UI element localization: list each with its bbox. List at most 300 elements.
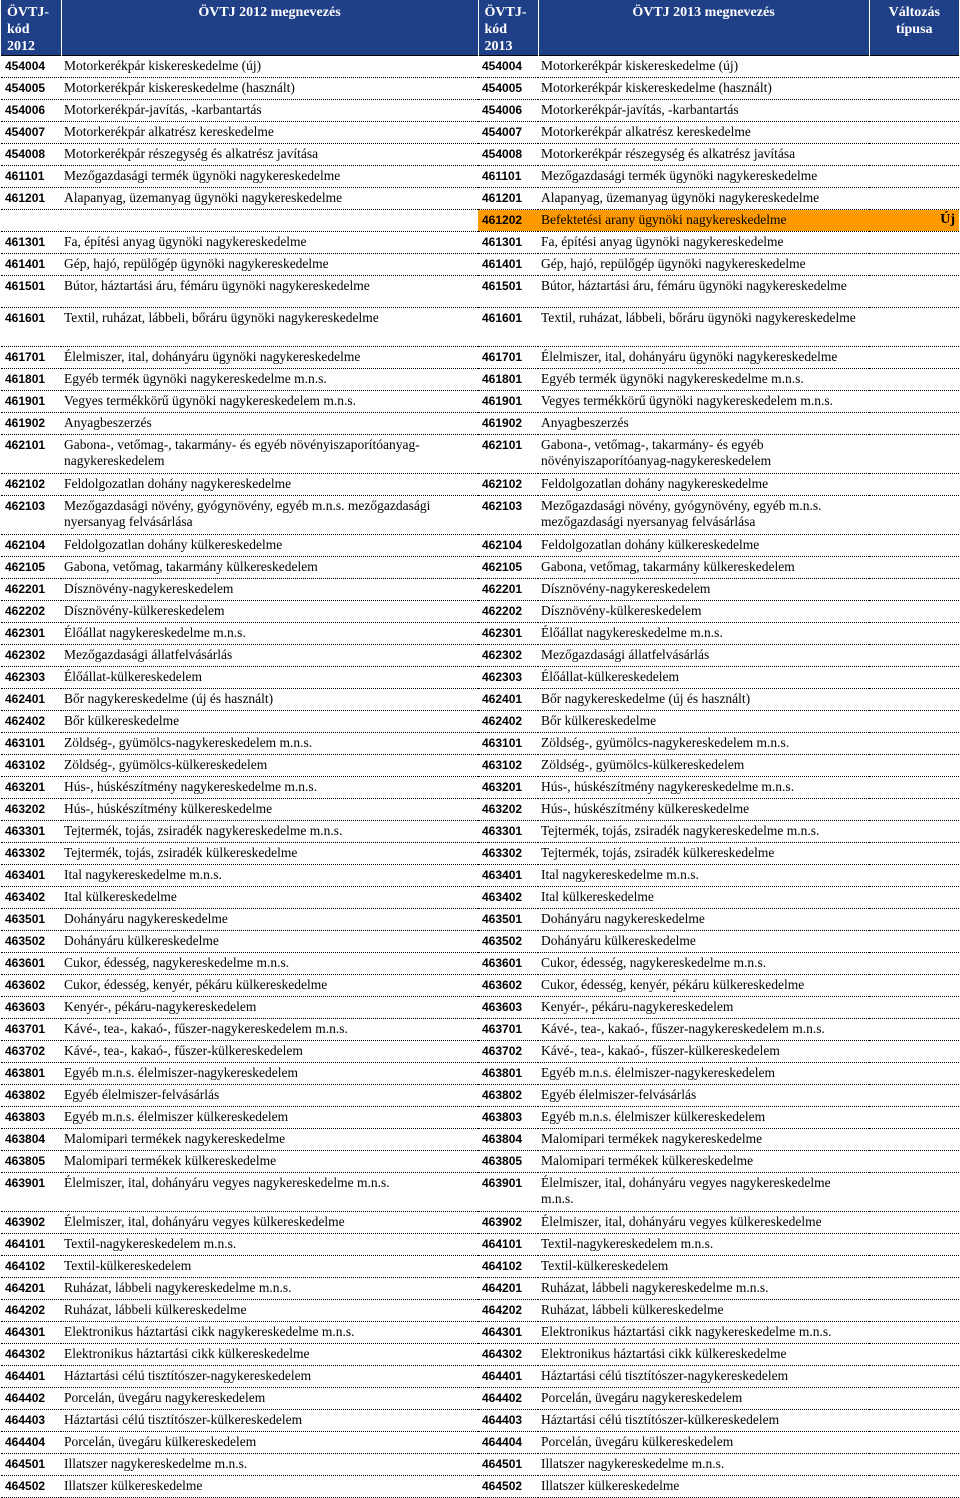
code-2012-cell: 463603	[1, 997, 61, 1019]
name-2012-cell: Motorkerékpár részegység és alkatrész javítása	[61, 144, 478, 166]
code-2012-cell: 463601	[1, 953, 61, 975]
change-type-cell	[869, 1019, 959, 1041]
name-2012-cell: Dohányáru nagykereskedelme	[61, 909, 478, 931]
code-2012-cell: 454008	[1, 144, 61, 166]
change-type-cell	[869, 1366, 959, 1388]
name-2012-cell: Egyéb élelmiszer-felvásárlás	[61, 1085, 478, 1107]
name-2013-cell: Porcelán, üvegáru külkereskedelem	[538, 1432, 869, 1454]
change-type-cell	[869, 100, 959, 122]
code-2012-cell: 461501	[1, 276, 61, 308]
name-2012-cell: Anyagbeszerzés	[61, 413, 478, 435]
name-2013-cell: Textil, ruházat, lábbeli, bőráru ügynöki nagykereskedelme	[538, 308, 869, 347]
code-2013-cell: 462101	[478, 435, 538, 474]
change-type-cell	[869, 711, 959, 733]
change-type-cell	[869, 496, 959, 535]
code-2012-cell: 464501	[1, 1454, 61, 1476]
code-2012-cell: 462302	[1, 645, 61, 667]
code-2013-cell: 454004	[478, 56, 538, 78]
name-2013-cell: Bőr nagykereskedelme (új és használt)	[538, 689, 869, 711]
change-type-cell	[869, 1300, 959, 1322]
code-2012-cell: 462104	[1, 535, 61, 557]
name-2013-cell: Mezőgazdasági állatfelvásárlás	[538, 645, 869, 667]
code-2012-cell: 454006	[1, 100, 61, 122]
table-row	[1, 865, 959, 887]
table-row	[1, 144, 959, 166]
name-2012-cell: Ital nagykereskedelme m.n.s.	[61, 865, 478, 887]
name-2012-cell: Illatszer külkereskedelme	[61, 1476, 478, 1498]
change-type-cell	[869, 1151, 959, 1173]
name-2013-cell: Motorkerékpár-javítás, -karbantartás	[538, 100, 869, 122]
change-type-cell	[869, 1278, 959, 1300]
name-2012-cell: Feldolgozatlan dohány nagykereskedelme	[61, 474, 478, 496]
code-2013-cell: 463805	[478, 1151, 538, 1173]
name-2013-cell: Mezőgazdasági termék ügynöki nagykereskedelme	[538, 166, 869, 188]
name-2012-cell: Fa, építési anyag ügynöki nagykereskedelme	[61, 232, 478, 254]
table-row	[1, 777, 959, 799]
code-2013-cell: 462103	[478, 496, 538, 535]
code-2012-cell: 464502	[1, 1476, 61, 1498]
table-row	[1, 1322, 959, 1344]
change-type-cell	[869, 733, 959, 755]
header-name-2012: ÖVTJ 2012 megnevezés	[61, 0, 478, 56]
name-2012-cell: Zöldség-, gyümölcs-nagykereskedelem m.n.s.	[61, 733, 478, 755]
name-2013-cell: Ruházat, lábbeli külkereskedelme	[538, 1300, 869, 1322]
table-row	[1, 645, 959, 667]
table-row	[1, 1151, 959, 1173]
table-row	[1, 997, 959, 1019]
code-2012-cell: 463602	[1, 975, 61, 997]
name-2013-cell: Tejtermék, tojás, zsiradék külkereskedelme	[538, 843, 869, 865]
name-2013-cell: Feldolgozatlan dohány nagykereskedelme	[538, 474, 869, 496]
name-2013-cell: Vegyes termékkörű ügynöki nagykereskedelem m.n.s.	[538, 391, 869, 413]
code-2012-cell	[1, 210, 61, 232]
table-row	[1, 601, 959, 623]
code-2012-cell: 461901	[1, 391, 61, 413]
code-2012-cell: 464302	[1, 1344, 61, 1366]
table-row	[1, 78, 959, 100]
name-2012-cell: Hús-, húskészítmény nagykereskedelme m.n.s.	[61, 777, 478, 799]
table-row	[1, 579, 959, 601]
change-type-cell	[869, 369, 959, 391]
table-row	[1, 210, 959, 232]
name-2012-cell: Dísznövény-külkereskedelem	[61, 601, 478, 623]
change-type-cell	[869, 254, 959, 276]
code-2013-cell: 463803	[478, 1107, 538, 1129]
name-2013-cell: Ital nagykereskedelme m.n.s.	[538, 865, 869, 887]
name-2013-cell: Alapanyag, üzemanyag ügynöki nagykereskedelme	[538, 188, 869, 210]
name-2012-cell: Alapanyag, üzemanyag ügynöki nagykereskedelme	[61, 188, 478, 210]
code-2013-cell: 464401	[478, 1366, 538, 1388]
header-name-2013: ÖVTJ 2013 megnevezés	[538, 0, 869, 56]
name-2012-cell: Motorkerékpár alkatrész kereskedelme	[61, 122, 478, 144]
name-2012-cell: Élőállat-külkereskedelem	[61, 667, 478, 689]
code-2013-cell: 463801	[478, 1063, 538, 1085]
table-row	[1, 56, 959, 78]
change-type-cell	[869, 1234, 959, 1256]
change-type-cell	[869, 755, 959, 777]
name-2012-cell: Élelmiszer, ital, dohányáru vegyes nagykereskedelme m.n.s.	[61, 1173, 478, 1212]
name-2012-cell: Textil-nagykereskedelem m.n.s.	[61, 1234, 478, 1256]
name-2013-cell: Kenyér-, pékáru-nagykereskedelem	[538, 997, 869, 1019]
name-2012-cell: Háztartási célú tisztítószer-külkereskedelem	[61, 1410, 478, 1432]
code-2013-cell: 461101	[478, 166, 538, 188]
name-2013-cell: Háztartási célú tisztítószer-külkereskedelem	[538, 1410, 869, 1432]
table-row	[1, 1476, 959, 1498]
table-row	[1, 1234, 959, 1256]
table-row	[1, 667, 959, 689]
table-row	[1, 413, 959, 435]
code-2013-cell: 463202	[478, 799, 538, 821]
table-row	[1, 733, 959, 755]
table-row	[1, 100, 959, 122]
code-2013-cell: 462104	[478, 535, 538, 557]
code-2013-cell: 462401	[478, 689, 538, 711]
change-type-cell	[869, 1063, 959, 1085]
code-2013-cell: 463601	[478, 953, 538, 975]
table-row	[1, 909, 959, 931]
change-type-cell	[869, 799, 959, 821]
code-2013-cell: 454006	[478, 100, 538, 122]
name-2013-cell: Motorkerékpár részegység és alkatrész javítása	[538, 144, 869, 166]
table-header	[1, 0, 959, 56]
change-type-cell	[869, 1388, 959, 1410]
table-row	[1, 188, 959, 210]
name-2012-cell: Tejtermék, tojás, zsiradék nagykereskedelme m.n.s.	[61, 821, 478, 843]
table-row	[1, 474, 959, 496]
code-2012-cell: 463902	[1, 1212, 61, 1234]
code-2012-cell: 462303	[1, 667, 61, 689]
name-2013-cell: Dísznövény-nagykereskedelem	[538, 579, 869, 601]
name-2012-cell: Motorkerékpár-javítás, -karbantartás	[61, 100, 478, 122]
code-2012-cell: 463701	[1, 1019, 61, 1041]
code-2012-cell: 464403	[1, 1410, 61, 1432]
code-2013-cell: 463401	[478, 865, 538, 887]
table-row	[1, 308, 959, 347]
code-2012-cell: 462201	[1, 579, 61, 601]
name-2012-cell: Kávé-, tea-, kakaó-, fűszer-külkereskedelem	[61, 1041, 478, 1063]
name-2013-cell: Kávé-, tea-, kakaó-, fűszer-nagykereskedelem m.n.s.	[538, 1019, 869, 1041]
change-type-cell	[869, 1256, 959, 1278]
name-2013-cell: Dohányáru külkereskedelme	[538, 931, 869, 953]
name-2012-cell: Ruházat, lábbeli külkereskedelme	[61, 1300, 478, 1322]
change-type-cell	[869, 1041, 959, 1063]
table-row	[1, 1063, 959, 1085]
change-type-cell	[869, 474, 959, 496]
code-2012-cell: 464404	[1, 1432, 61, 1454]
name-2012-cell: Cukor, édesség, kenyér, pékáru külkereskedelme	[61, 975, 478, 997]
change-type-cell	[869, 1173, 959, 1212]
name-2012-cell: Kenyér-, pékáru-nagykereskedelem	[61, 997, 478, 1019]
change-type-cell	[869, 975, 959, 997]
name-2012-cell: Egyéb m.n.s. élelmiszer külkereskedelem	[61, 1107, 478, 1129]
code-2013-cell: 463502	[478, 931, 538, 953]
code-2012-cell: 464401	[1, 1366, 61, 1388]
table-row	[1, 1344, 959, 1366]
code-2013-cell: 462105	[478, 557, 538, 579]
name-2013-cell: Egyéb termék ügynöki nagykereskedelme m.n.s.	[538, 369, 869, 391]
code-mapping-table	[1, 0, 959, 1498]
name-2012-cell: Élőállat nagykereskedelme m.n.s.	[61, 623, 478, 645]
table-row	[1, 887, 959, 909]
table-row	[1, 1107, 959, 1129]
change-type-cell	[869, 1107, 959, 1129]
table-row	[1, 1388, 959, 1410]
name-2013-cell: Ital külkereskedelme	[538, 887, 869, 909]
code-2013-cell: 462402	[478, 711, 538, 733]
code-2012-cell: 463201	[1, 777, 61, 799]
name-2013-cell: Elektronikus háztartási cikk külkereskedelme	[538, 1344, 869, 1366]
code-2013-cell: 464403	[478, 1410, 538, 1432]
code-2013-cell: 463804	[478, 1129, 538, 1151]
table-row	[1, 347, 959, 369]
code-2013-cell: 463101	[478, 733, 538, 755]
name-2013-cell: Élőállat-külkereskedelem	[538, 667, 869, 689]
code-2013-cell: 462102	[478, 474, 538, 496]
name-2013-cell: Háztartási célú tisztítószer-nagykereskedelem	[538, 1366, 869, 1388]
code-2012-cell: 461401	[1, 254, 61, 276]
name-2012-cell: Vegyes termékkörű ügynöki nagykereskedelem m.n.s.	[61, 391, 478, 413]
table-row	[1, 1432, 959, 1454]
table-row	[1, 254, 959, 276]
name-2013-cell: Gabona, vetőmag, takarmány külkereskedelem	[538, 557, 869, 579]
change-type-cell	[869, 56, 959, 78]
name-2013-cell: Porcelán, üvegáru nagykereskedelem	[538, 1388, 869, 1410]
name-2013-cell: Zöldség-, gyümölcs-külkereskedelem	[538, 755, 869, 777]
code-2012-cell: 463805	[1, 1151, 61, 1173]
code-2013-cell: 463701	[478, 1019, 538, 1041]
code-2013-cell: 461301	[478, 232, 538, 254]
name-2013-cell: Dísznövény-külkereskedelem	[538, 601, 869, 623]
code-2012-cell: 461101	[1, 166, 61, 188]
code-2012-cell: 454007	[1, 122, 61, 144]
change-type-cell	[869, 909, 959, 931]
code-2013-cell: 463201	[478, 777, 538, 799]
code-2012-cell: 461701	[1, 347, 61, 369]
change-type-cell	[869, 557, 959, 579]
name-2012-cell: Ital külkereskedelme	[61, 887, 478, 909]
change-type-cell	[869, 623, 959, 645]
code-2012-cell: 461902	[1, 413, 61, 435]
table-row	[1, 435, 959, 474]
name-2012-cell: Elektronikus háztartási cikk külkereskedelme	[61, 1344, 478, 1366]
change-type-cell	[869, 1454, 959, 1476]
header-change-type: Változás típusa	[869, 0, 959, 56]
table-row	[1, 843, 959, 865]
name-2013-cell: Hús-, húskészítmény nagykereskedelme m.n.s.	[538, 777, 869, 799]
name-2013-cell: Élelmiszer, ital, dohányáru vegyes külkereskedelme	[538, 1212, 869, 1234]
name-2013-cell: Illatszer nagykereskedelme m.n.s.	[538, 1454, 869, 1476]
table-row	[1, 975, 959, 997]
code-2012-cell: 463202	[1, 799, 61, 821]
name-2012-cell: Dohányáru külkereskedelme	[61, 931, 478, 953]
code-2012-cell: 463801	[1, 1063, 61, 1085]
code-2013-cell: 461701	[478, 347, 538, 369]
code-2013-cell: 463501	[478, 909, 538, 931]
table-row	[1, 821, 959, 843]
code-2012-cell: 461301	[1, 232, 61, 254]
code-2013-cell: 463402	[478, 887, 538, 909]
name-2013-cell: Élőállat nagykereskedelme m.n.s.	[538, 623, 869, 645]
name-2013-cell: Textil-külkereskedelem	[538, 1256, 869, 1278]
code-2013-cell: 464102	[478, 1256, 538, 1278]
code-2013-cell: 461801	[478, 369, 538, 391]
change-type-cell	[869, 865, 959, 887]
table-row	[1, 122, 959, 144]
table-row	[1, 1173, 959, 1212]
change-type-cell	[869, 645, 959, 667]
code-2012-cell: 461601	[1, 308, 61, 347]
code-2012-cell: 464201	[1, 1278, 61, 1300]
name-2012-cell: Zöldség-, gyümölcs-külkereskedelem	[61, 755, 478, 777]
code-2012-cell: 463901	[1, 1173, 61, 1212]
code-2012-cell: 464202	[1, 1300, 61, 1322]
change-type-cell	[869, 144, 959, 166]
name-2013-cell: Feldolgozatlan dohány külkereskedelme	[538, 535, 869, 557]
change-type-cell: Új	[869, 210, 959, 232]
change-type-cell	[869, 1085, 959, 1107]
change-type-cell	[869, 1344, 959, 1366]
name-2012-cell: Dísznövény-nagykereskedelem	[61, 579, 478, 601]
change-type-cell	[869, 391, 959, 413]
table-row	[1, 1019, 959, 1041]
name-2012-cell: Egyéb termék ügynöki nagykereskedelme m.n.s.	[61, 369, 478, 391]
code-2013-cell: 464501	[478, 1454, 538, 1476]
change-type-cell	[869, 821, 959, 843]
code-2013-cell: 462302	[478, 645, 538, 667]
table-row	[1, 1410, 959, 1432]
table-row	[1, 1278, 959, 1300]
name-2013-cell: Malomipari termékek külkereskedelme	[538, 1151, 869, 1173]
name-2012-cell: Gabona, vetőmag, takarmány külkereskedelem	[61, 557, 478, 579]
name-2013-cell: Bőr külkereskedelme	[538, 711, 869, 733]
code-2013-cell: 462301	[478, 623, 538, 645]
name-2012-cell: Bőr külkereskedelme	[61, 711, 478, 733]
code-2012-cell: 462402	[1, 711, 61, 733]
code-2012-cell: 454005	[1, 78, 61, 100]
name-2013-cell: Élelmiszer, ital, dohányáru ügynöki nagykereskedelme	[538, 347, 869, 369]
table-row	[1, 1366, 959, 1388]
name-2013-cell: Ruházat, lábbeli nagykereskedelme m.n.s.	[538, 1278, 869, 1300]
code-2012-cell: 454004	[1, 56, 61, 78]
name-2012-cell: Élelmiszer, ital, dohányáru vegyes külkereskedelme	[61, 1212, 478, 1234]
name-2013-cell: Dohányáru nagykereskedelme	[538, 909, 869, 931]
code-2013-cell: 454007	[478, 122, 538, 144]
code-2012-cell: 462202	[1, 601, 61, 623]
code-2013-cell: 464202	[478, 1300, 538, 1322]
name-2013-cell: Gabona-, vetőmag-, takarmány- és egyéb növényiszaporítóanyag-nagykereskedelem	[538, 435, 869, 474]
name-2012-cell: Háztartási célú tisztítószer-nagykereskedelem	[61, 1366, 478, 1388]
name-2012-cell: Mezőgazdasági állatfelvásárlás	[61, 645, 478, 667]
code-2012-cell: 464101	[1, 1234, 61, 1256]
name-2012-cell: Élelmiszer, ital, dohányáru ügynöki nagykereskedelme	[61, 347, 478, 369]
name-2013-cell: Anyagbeszerzés	[538, 413, 869, 435]
name-2012-cell: Porcelán, üvegáru nagykereskedelem	[61, 1388, 478, 1410]
table-row	[1, 623, 959, 645]
change-type-cell	[869, 276, 959, 308]
code-2012-cell: 463102	[1, 755, 61, 777]
name-2013-cell: Befektetési arany ügynöki nagykereskedelme	[538, 210, 869, 232]
code-2013-cell: 461202	[478, 210, 538, 232]
code-2012-cell: 461801	[1, 369, 61, 391]
change-type-cell	[869, 601, 959, 623]
name-2012-cell: Elektronikus háztartási cikk nagykereskedelme m.n.s.	[61, 1322, 478, 1344]
table-row	[1, 369, 959, 391]
change-type-cell	[869, 1212, 959, 1234]
name-2012-cell: Mezőgazdasági termék ügynöki nagykereskedelme	[61, 166, 478, 188]
code-2012-cell: 463803	[1, 1107, 61, 1129]
name-2013-cell: Hús-, húskészítmény külkereskedelme	[538, 799, 869, 821]
table-row	[1, 276, 959, 308]
table-row	[1, 755, 959, 777]
name-2012-cell: Textil, ruházat, lábbeli, bőráru ügynöki nagykereskedelme	[61, 308, 478, 347]
table-row	[1, 931, 959, 953]
name-2013-cell: Elektronikus háztartási cikk nagykereskedelme m.n.s.	[538, 1322, 869, 1344]
change-type-cell	[869, 1410, 959, 1432]
table-row	[1, 1212, 959, 1234]
name-2013-cell: Malomipari termékek nagykereskedelme	[538, 1129, 869, 1151]
code-2013-cell: 464201	[478, 1278, 538, 1300]
code-2012-cell: 462401	[1, 689, 61, 711]
code-2012-cell: 463702	[1, 1041, 61, 1063]
code-2012-cell: 461201	[1, 188, 61, 210]
name-2013-cell: Tejtermék, tojás, zsiradék nagykereskedelme m.n.s.	[538, 821, 869, 843]
code-2013-cell: 454005	[478, 78, 538, 100]
name-2012-cell: Tejtermék, tojás, zsiradék külkereskedelme	[61, 843, 478, 865]
name-2012-cell: Gép, hajó, repülőgép ügynöki nagykereskedelme	[61, 254, 478, 276]
name-2012-cell: Malomipari termékek nagykereskedelme	[61, 1129, 478, 1151]
change-type-cell	[869, 997, 959, 1019]
code-2013-cell: 461901	[478, 391, 538, 413]
code-2013-cell: 461501	[478, 276, 538, 308]
change-type-cell	[869, 232, 959, 254]
name-2012-cell: Kávé-, tea-, kakaó-, fűszer-nagykereskedelem m.n.s.	[61, 1019, 478, 1041]
table-row	[1, 689, 959, 711]
change-type-cell	[869, 953, 959, 975]
code-2013-cell: 461601	[478, 308, 538, 347]
name-2012-cell: Feldolgozatlan dohány külkereskedelme	[61, 535, 478, 557]
code-2013-cell: 464301	[478, 1322, 538, 1344]
name-2013-cell: Egyéb m.n.s. élelmiszer-nagykereskedelem	[538, 1063, 869, 1085]
code-2013-cell: 463301	[478, 821, 538, 843]
change-type-cell	[869, 122, 959, 144]
change-type-cell	[869, 1432, 959, 1454]
code-2013-cell: 464404	[478, 1432, 538, 1454]
code-2013-cell: 463302	[478, 843, 538, 865]
table-row	[1, 1085, 959, 1107]
name-2012-cell	[61, 210, 478, 232]
name-2012-cell: Porcelán, üvegáru külkereskedelem	[61, 1432, 478, 1454]
name-2012-cell: Illatszer nagykereskedelme m.n.s.	[61, 1454, 478, 1476]
change-type-cell	[869, 689, 959, 711]
change-type-cell	[869, 413, 959, 435]
name-2013-cell: Egyéb m.n.s. élelmiszer külkereskedelem	[538, 1107, 869, 1129]
name-2013-cell: Mezőgazdasági növény, gyógynövény, egyéb m.n.s. mezőgazdasági nyersanyag felvásárlása	[538, 496, 869, 535]
code-2013-cell: 463102	[478, 755, 538, 777]
code-2013-cell: 464402	[478, 1388, 538, 1410]
code-2012-cell: 462103	[1, 496, 61, 535]
code-2012-cell: 464402	[1, 1388, 61, 1410]
code-2012-cell: 464301	[1, 1322, 61, 1344]
table-row	[1, 1300, 959, 1322]
code-2013-cell: 463901	[478, 1173, 538, 1212]
code-2013-cell: 463603	[478, 997, 538, 1019]
name-2012-cell: Mezőgazdasági növény, gyógynövény, egyéb m.n.s. mezőgazdasági nyersanyag felvásárlása	[61, 496, 478, 535]
code-2013-cell: 461201	[478, 188, 538, 210]
change-type-cell	[869, 667, 959, 689]
change-type-cell	[869, 1476, 959, 1498]
name-2012-cell: Hús-, húskészítmény külkereskedelme	[61, 799, 478, 821]
table-row	[1, 953, 959, 975]
